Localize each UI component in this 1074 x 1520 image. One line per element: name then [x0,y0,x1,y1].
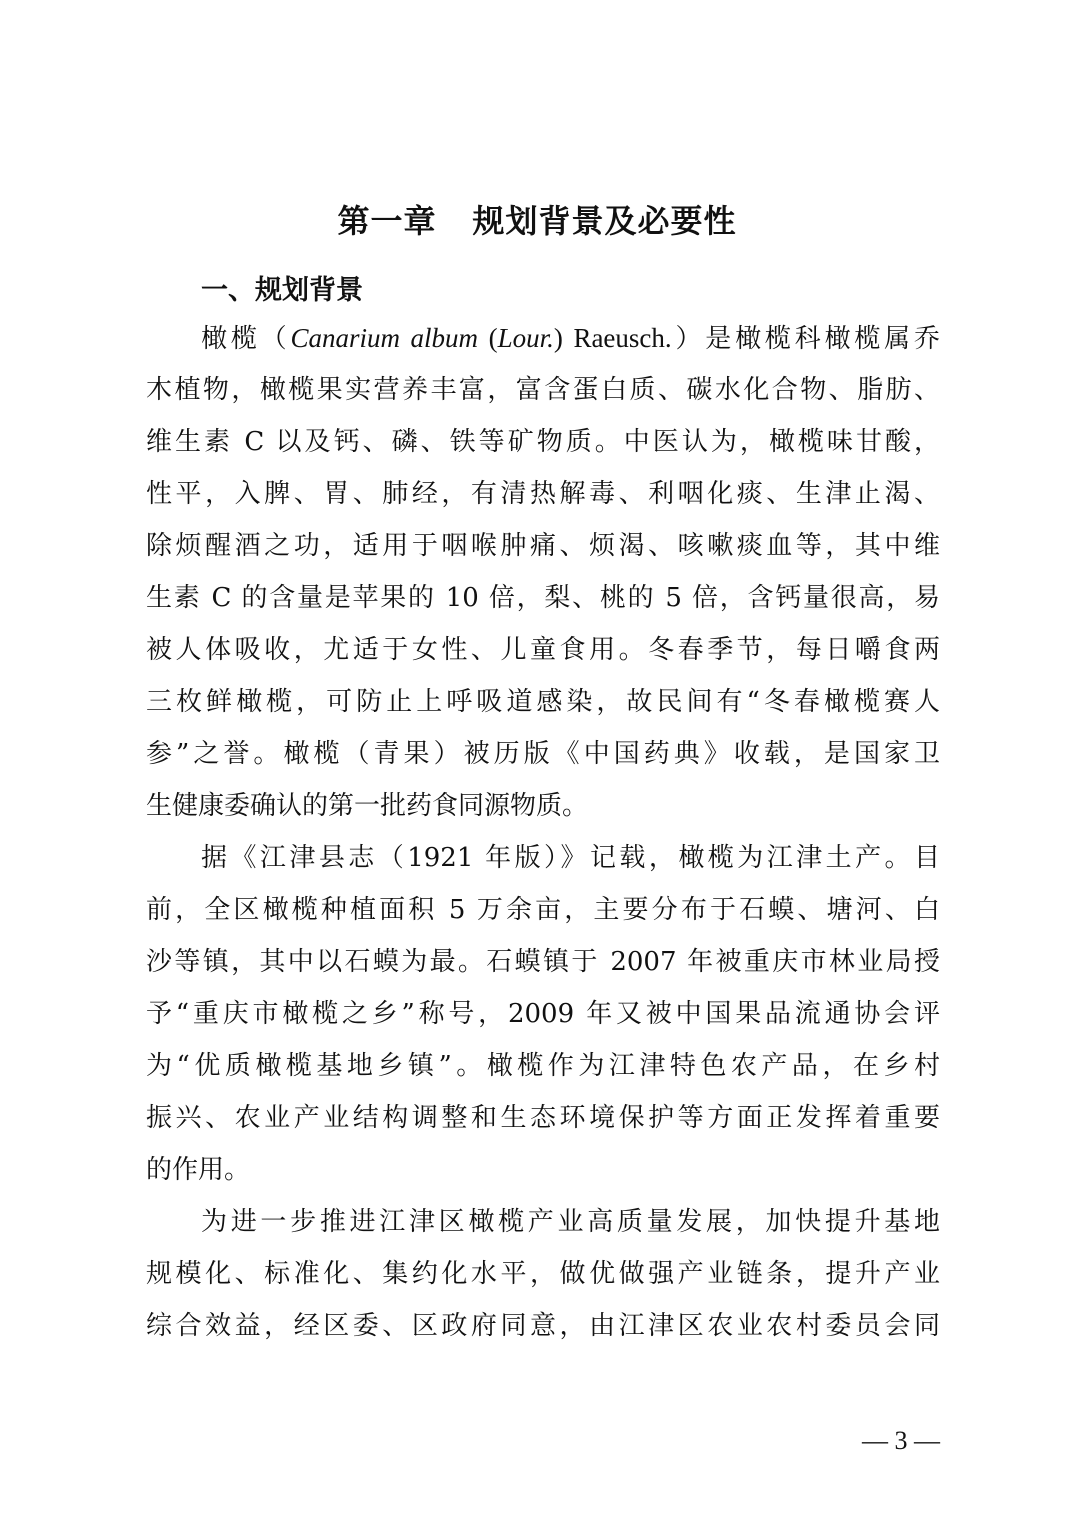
latin-author: Lour. [497,323,554,353]
text-line: 性平，入脾、胃、肺经，有清热解毒、利咽化痰、生津止渴、 [146,479,940,509]
text-line: 被人体吸收，尤适于女性、儿童食用。冬春季节，每日嚼食两 [146,635,940,665]
text-line: 据《江津县志（1921 年版）》记载，橄榄为江津土产。目 [201,843,940,873]
text-line: 木植物，橄榄果实营养丰富，富含蛋白质、碳水化合物、脂肪、 [146,375,940,405]
text-line: 生素 C 的含量是苹果的 10 倍，梨、桃的 5 倍，含钙量很高，易 [146,583,940,613]
text-line: 振兴、农业产业结构调整和生态环境保护等方面正发挥着重要 [146,1103,940,1133]
text-line: 除烦醒酒之功，适用于咽喉肿痛、烦渴、咳嗽痰血等，其中维 [146,531,940,561]
text-line: 三枚鲜橄榄，可防止上呼吸道感染，故民间有“冬春橄榄赛人 [146,687,940,717]
text-line: 予“重庆市橄榄之乡”称号，2009 年又被中国果品流通协会评 [146,999,940,1029]
text-line: 综合效益，经区委、区政府同意，由江津区农业农村委员会同 [146,1311,940,1341]
text-line: 为“优质橄榄基地乡镇”。橄榄作为江津特色农产品，在乡村 [146,1051,940,1081]
latin-genus-species: Canarium album [290,323,479,353]
text-line: 前，全区橄榄种植面积 5 万余亩，主要分布于石蟆、塘河、白 [146,895,940,925]
text-line: 橄榄（Canarium album (Lour.) Raeusch.）是橄榄科橄榄属乔 [201,323,940,354]
text-line: 规模化、标准化、集约化水平，做优做强产业链条，提升产业 [146,1259,940,1289]
text-line: 的作用。 [146,1155,251,1185]
text-line: 生健康委确认的第一批药食同源物质。 [146,791,589,821]
text-line: 为进一步推进江津区橄榄产业高质量发展，加快提升基地 [201,1207,940,1237]
section-heading: 一、规划背景 [201,275,363,306]
text-line: 参”之誉。橄榄（青果）被历版《中国药典》收载，是国家卫 [146,739,940,769]
text-line: 沙等镇，其中以石蟆为最。石蟆镇于 2007 年被重庆市林业局授 [146,947,940,977]
text-line: 维生素 C 以及钙、磷、铁等矿物质。中医认为，橄榄味甘酸， [146,427,940,457]
page-number: — 3 — [862,1426,940,1455]
chapter-title [0,196,1074,242]
chapter-name: 规划背景及必要性 [472,202,737,240]
chapter-number: 第一章 [337,202,437,240]
